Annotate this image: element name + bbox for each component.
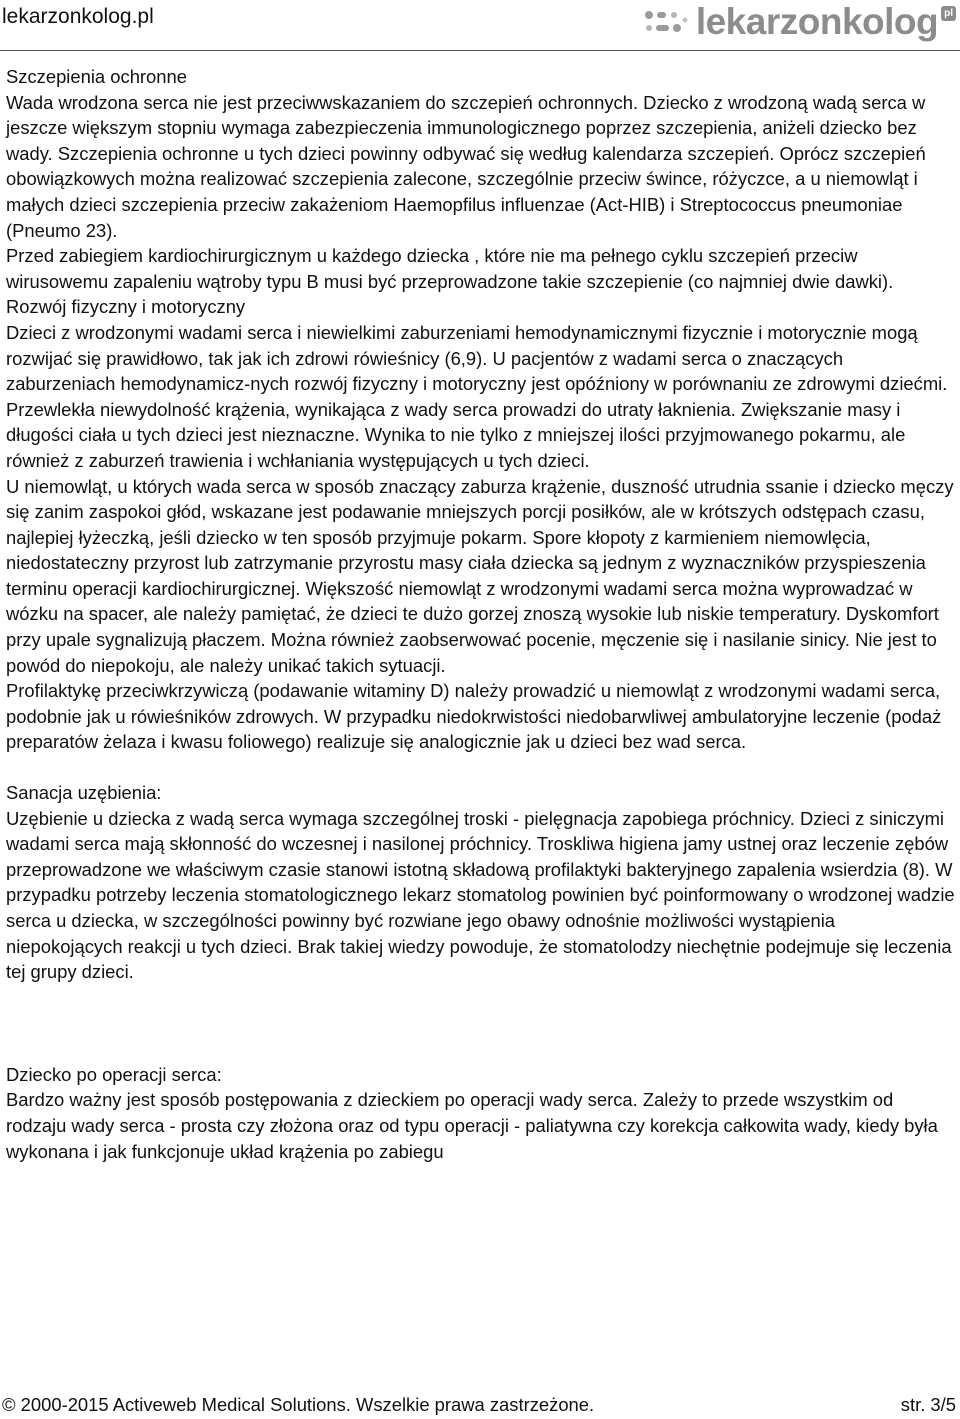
paragraph: Bardzo ważny jest sposób postępowania z dzieckiem po operacji wady serca. Zależy to przede wszystkim od rodzaju wady serca - prosta czy złożona oraz od typu operacji - paliatywna czy korekcja całkowita wady, kiedy była wykonana i jak funkcjonuje układ krążenia po zabiegu — [6, 1089, 938, 1162]
paragraph: Uzębienie u dziecka z wadą serca wymaga szczególnej troski - pielęgnacja zapobiega próchnicy. Dzieci z siniczymi wadami serca mają skłonność do wczesnej i nasilonej próchnicy. Troskliwa higiena jamy ustnej oraz leczenie zębów przeprowadzone we właściwym czasie stanowi istotną składową profilaktyki bakteryjnego zapalenia wsierdzia (8). W przypadku potrzeby leczenia stomatologicznego lekarz stomatolog powinien być poinformowany o wrodzonej wadzie serca u dziecka, w szczególności powinny być rozwiane jego obawy odnośnie możliwości wystąpienia niepokojących reakcji u tych dzieci. Brak takiej wiedzy powoduje, że stomatolodzy niechętnie podejmuje się leczenia tej grupy dzieci. — [6, 807, 955, 983]
paragraph: U niemowląt, u których wada serca w sposób znaczący zaburza krążenie, duszność utrudnia ssanie i dziecko męczy się zanim zaspokoi głód, wskazane jest podawanie mniejszych porcji posiłków, ale w krótszych odstępach czasu, najlepiej łyżeczką, jeśli dziecko w ten sposób przyjmuje pokarm. Spore kłopoty z karmieniem niemowlęcia, niedostateczny przyrost lub zatrzymanie przyrostu masy ciała dziecka są jednym z wyznaczników przyspieszenia terminu operacji kardiochirurgicznej. Większość niemowląt z wrodzonymi wadami serca można wyprowadzać w wózku na spacer, ale należy pamiętać, że dzieci te dużo gorzej znoszą wysokie lub niskie temperatury. Dyskomfort przy upale sygnalizują płaczem. Można również zaobserwować pocenie, męczenie się i nasilanie sinicy. Nie jest to powód do niepokoju, ale należy unikać takich sytuacji. — [6, 475, 954, 676]
paragraph: Wada wrodzona serca nie jest przeciwwskazaniem do szczepień ochronnych. Dziecko z wrodzoną wadą serca w jeszcze większym stopniu wymaga zabezpieczenia immunologicznego poprzez szczepienia, aniżeli dziecko bez wady. Szczepienia ochronne u tych dzieci powinny odbywać się według kalendarza szczepień. Oprócz szczepień obowiązkowych można realizować szczepienia zalecone, szczególnie przeciw śwince, różyczce, a u niemowląt i małych dzieci szczepienia przeciw zakażeniom Haemopfilus influenzae (Act-HIB) i Streptococcus pneumoniae (Pneumo 23). — [6, 91, 926, 241]
spacer — [6, 985, 956, 1062]
section-heading: Szczepienia ochronne — [6, 66, 187, 87]
section-heading: Sanacja uzębienia: — [6, 782, 162, 804]
paragraph: Profilaktykę przeciwkrzywiczą (podawanie witaminy D) należy prowadzić u niemowląt z wrodzonymi wadami serca, podobnie jak u rówieśników zdrowych. W przypadku niedokrwistości niedobarwliwej ambulatoryjne leczenie (podaż preparatów żelaza i kwasu foliowego) realizuje się analogicznie jak u dzieci bez wad serca. — [6, 680, 942, 753]
paragraph: Przed zabiegiem kardiochirurgicznym u każdego dziecka , które nie ma pełnego cyklu szczepień przeciw wirusowemu zapaleniu wątroby typu B musi być przeprowadzone takie szczepienie (co najmniej dwie dawki). — [6, 245, 894, 292]
section-heading: Rozwój fizyczny i motoryczny — [6, 296, 246, 318]
page-header — [0, 0, 960, 51]
article-body — [6, 64, 956, 1164]
section-heading: Dziecko po operacji serca: — [6, 1063, 222, 1085]
site-url[interactable]: lekarzonkolog.pl — [2, 5, 154, 28]
paragraph: Dzieci z wrodzonymi wadami serca i niewielkimi zaburzeniami hemodynamicznymi fizycznie i motorycznie mogą rozwijać się prawidłowo, tak jak ich zdrowi rówieśnicy (6,9). U pacjentów z wadami serca o znaczących zaburzeniach hemodynamicz-nych rozwój fizyczny i motoryczny jest opóźniony w porównaniu ze zdrowymi dziećmi. Przewlekła niewydolność krążenia, wynikająca z wady serca prowadzi do utraty łaknienia. Zwiększanie masy i długości ciała u tych dzieci jest nieznaczne. Wynika to nie tylko z mniejszej ilości przyjmowanego pokarmu, ale również z zaburzeń trawienia i wchłaniania występujących u tych dzieci. — [6, 321, 948, 471]
logo-text: lekarzonkolog — [695, 1, 939, 42]
page-number: str. 3/5 — [900, 1394, 956, 1415]
logo-dots-icon — [644, 8, 690, 36]
spacer — [6, 755, 956, 780]
site-logo[interactable] — [644, 2, 956, 42]
logo-badge: pl — [941, 6, 956, 21]
copyright-text: © 2000-2015 Activeweb Medical Solutions. Wszelkie prawa zastrzeżone. — [2, 1394, 595, 1415]
